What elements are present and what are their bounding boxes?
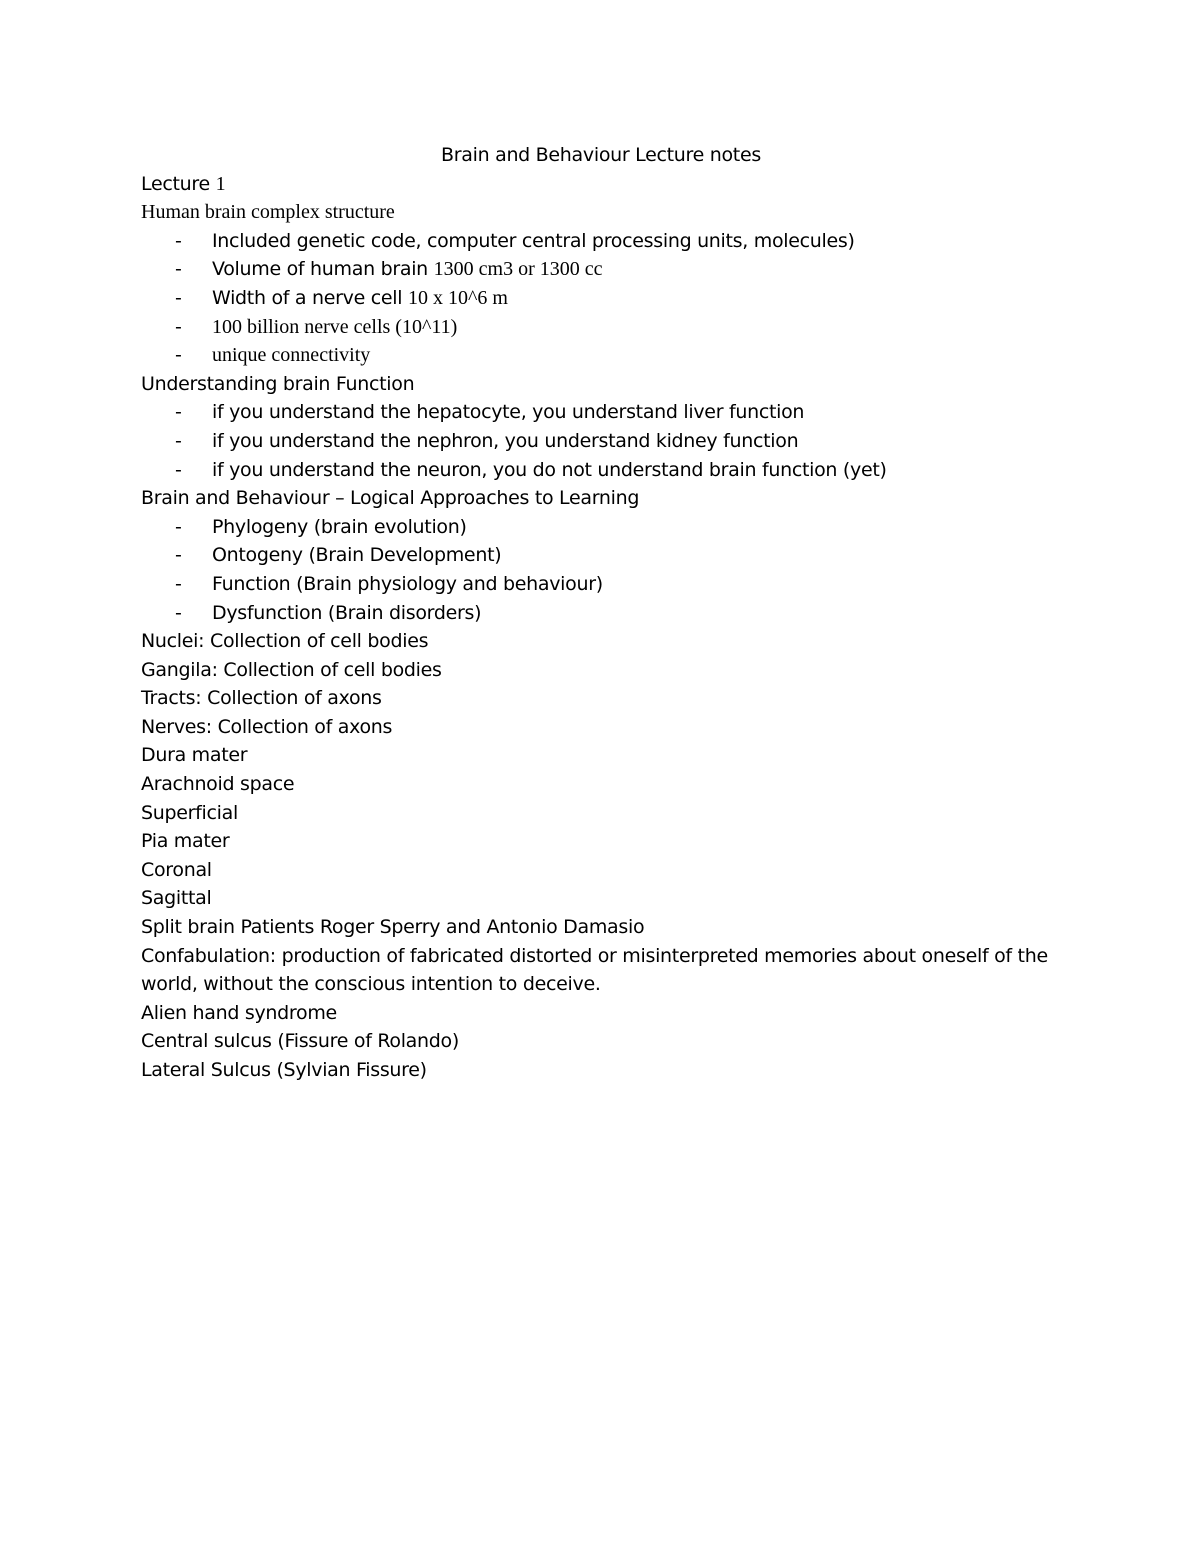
list-item xyxy=(141,427,1061,456)
term-line: Pia mater xyxy=(141,830,230,853)
bullet-text-bold: Width of a nerve cell xyxy=(212,286,403,309)
document-title: Brain and Behaviour Lecture notes xyxy=(441,144,761,166)
list-item xyxy=(141,570,1061,599)
bullet-text-bold: Included genetic code, computer central processing units, molecules) xyxy=(212,229,855,252)
term-line: Gangila: Collection of cell bodies xyxy=(141,658,442,681)
bullet-dash: - xyxy=(175,286,182,309)
bullet-dash: - xyxy=(175,258,182,281)
term-line: Sagittal xyxy=(141,887,212,910)
lecture-heading xyxy=(141,170,1061,199)
bullet-text: if you understand the hepatocyte, you understand liver function xyxy=(212,401,805,424)
bullet-text: Dysfunction (Brain disorders) xyxy=(212,601,482,624)
bullet-text-bold: Volume of human brain xyxy=(212,258,428,281)
bullet-dash: - xyxy=(175,229,182,252)
bullet-text-plain: unique connectivity xyxy=(212,344,371,367)
list-item xyxy=(141,227,1061,256)
bullet-dash: - xyxy=(175,544,182,567)
bullet-dash: - xyxy=(175,401,182,424)
term-line: Arachnoid space xyxy=(141,773,295,796)
list-item xyxy=(141,284,1061,313)
term-line: Superficial xyxy=(141,801,238,824)
term-line: Central sulcus (Fissure of Rolando) xyxy=(141,1030,459,1053)
bullet-text: Function (Brain physiology and behaviour) xyxy=(212,572,603,595)
bullet-dash: - xyxy=(175,458,182,481)
section-heading-brain-structure: Human brain complex structure xyxy=(141,201,395,224)
list-item xyxy=(141,599,1061,628)
list-item xyxy=(141,313,1061,342)
list-item xyxy=(141,398,1061,427)
bullet-dash: - xyxy=(175,315,182,338)
bullet-dash: - xyxy=(175,515,182,538)
bullet-text: Phylogeny (brain evolution) xyxy=(212,515,467,538)
term-line: Coronal xyxy=(141,858,212,881)
bullet-dash: - xyxy=(175,429,182,452)
list-item xyxy=(141,255,1061,284)
list-item xyxy=(141,341,1061,370)
term-line: Split brain Patients Roger Sperry and Antonio Damasio xyxy=(141,916,645,939)
confabulation-definition: Confabulation: production of fabricated distorted or misinterpreted memories about oneself of the world, without the conscious intention to deceive. xyxy=(141,944,1048,996)
list-item xyxy=(141,456,1061,485)
bullet-text-plain: 10 x 10^6 m xyxy=(407,286,508,309)
bullet-text: if you understand the neuron, you do not understand brain function (yet) xyxy=(212,458,887,481)
lecture-number: 1 xyxy=(215,172,226,195)
term-line: Tracts: Collection of axons xyxy=(141,687,382,710)
bullet-text-plain: 100 billion nerve cells (10^11) xyxy=(212,315,458,338)
term-line: Nerves: Collection of axons xyxy=(141,715,393,738)
bullet-text-plain: 1300 cm3 or 1300 cc xyxy=(433,258,603,281)
term-line: Alien hand syndrome xyxy=(141,1001,337,1024)
list-item xyxy=(141,541,1061,570)
bullet-text: if you understand the nephron, you understand kidney function xyxy=(212,429,799,452)
term-line: Dura mater xyxy=(141,744,248,767)
lecture-label: Lecture xyxy=(141,172,210,195)
bullet-dash: - xyxy=(175,572,182,595)
document-body xyxy=(141,141,1061,1085)
term-line: Nuclei: Collection of cell bodies xyxy=(141,630,429,653)
section-heading-approaches: Brain and Behaviour – Logical Approaches to Learning xyxy=(141,487,640,510)
bullet-dash: - xyxy=(175,344,182,367)
section-heading-brain-function: Understanding brain Function xyxy=(141,372,415,395)
bullet-text: Ontogeny (Brain Development) xyxy=(212,544,502,567)
term-line: Lateral Sulcus (Sylvian Fissure) xyxy=(141,1059,427,1081)
bullet-dash: - xyxy=(175,601,182,624)
list-item xyxy=(141,513,1061,542)
